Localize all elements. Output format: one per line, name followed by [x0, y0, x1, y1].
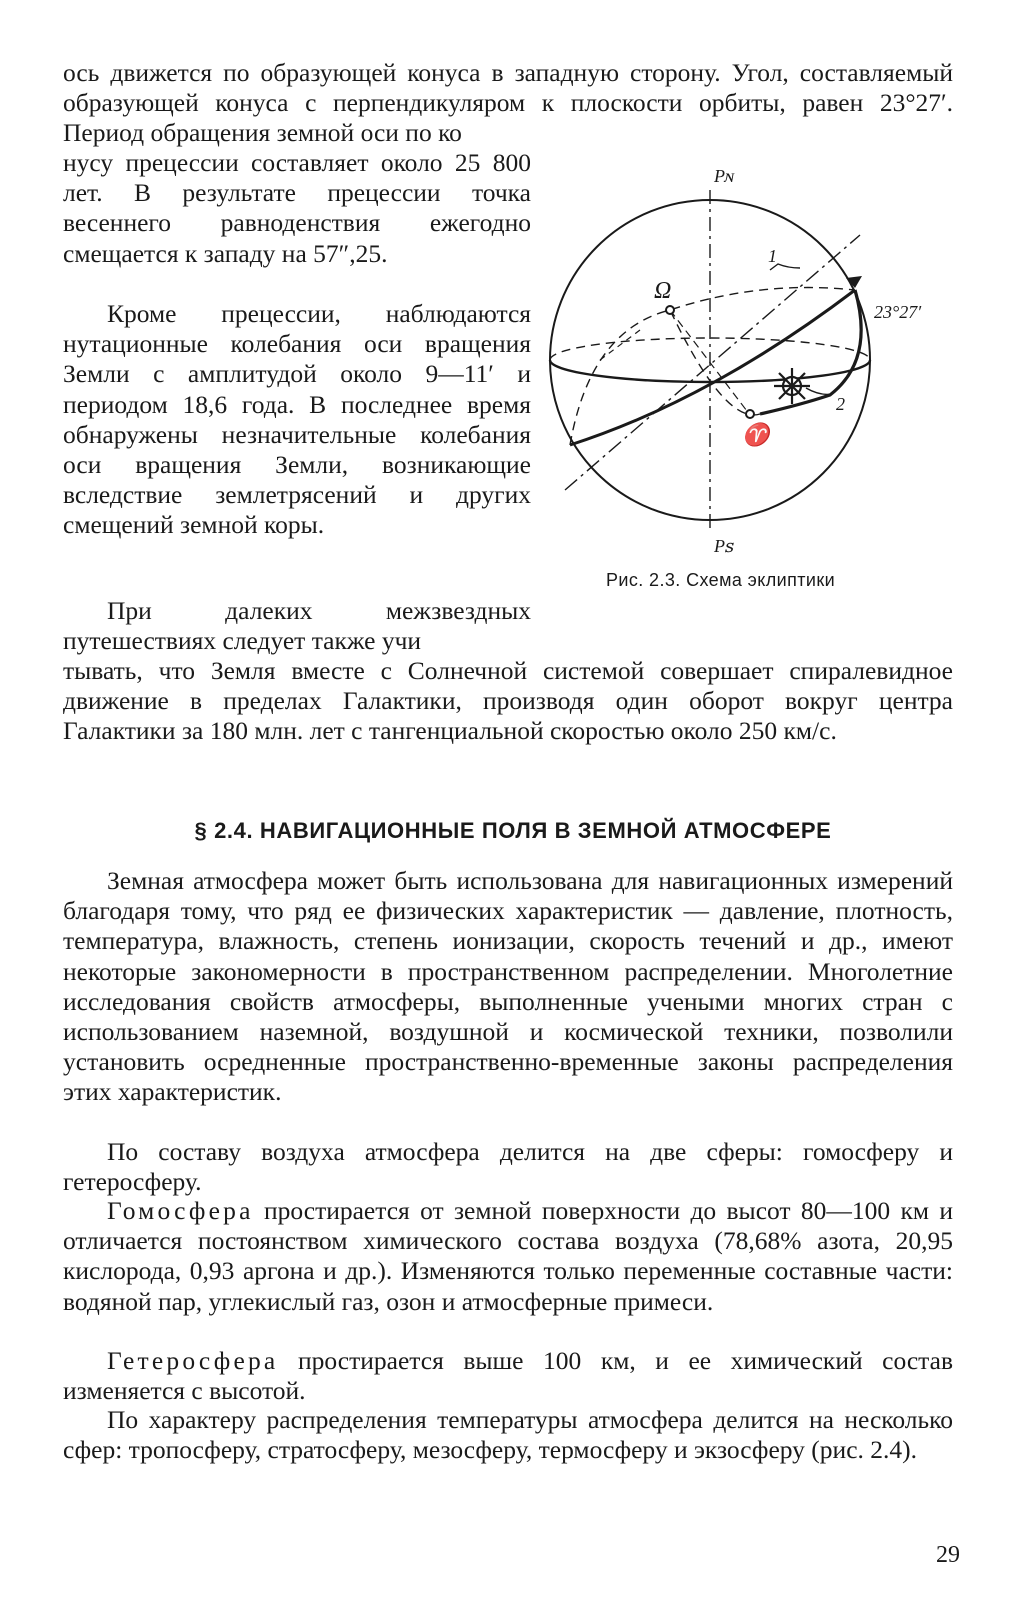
paragraph-interstellar-rest [63, 656, 953, 747]
curve-1-label: 1 [768, 246, 777, 266]
ascending-node-point [666, 306, 674, 314]
paragraph-temperature [63, 1405, 953, 1465]
paragraph-text: По составу воздуха атмосфера делится на две сферы: гомосферу и гетеросферу. [63, 1137, 953, 1197]
paragraph-text: ось движется по образующей конуса в западную сторону. Угол, составляемый образующей конуса с перпендикуляром к плоскости орбиты, равен 23°27′. Период обращения земной оси по ко [63, 58, 953, 148]
angle-label: 23°27′ [874, 302, 922, 322]
ecliptic-front [570, 290, 855, 445]
paragraph-text: При далеких межзвездных путешествиях следует также учи [63, 596, 531, 656]
paragraph-precession-cont [63, 148, 531, 269]
paragraph-text: По характеру распределения температуры атмосфера делится на несколько сфер: тропосферу, стратосферу, мезосферу, термосферу и экзосферу (рис. 2.4). [63, 1405, 953, 1465]
paragraph-text: тывать, что Земля вместе с Солнечной системой совершает спиралевидное движение в пределах Галактики, производя один оборот вокруг центра Галактики за 180 млн. лет с тангенциальной скоростью около 250 км/с. [63, 656, 953, 746]
vernal-equinox-label: ♈ [742, 422, 770, 447]
paragraph-nutation [63, 299, 531, 541]
south-pole-label: Pꜱ [714, 536, 735, 556]
paragraph-text: Земная атмосфера может быть использована для навигационных измерений благодаря тому, что ряд ее физических характеристик — давление, плотность, температура, влажность, степень ионизации, скорость течений и др., имеют некоторые закономерности в пространственном распределении. Многолетние исследования свойств атмосферы, выполненные учеными многих стран с использованием наземной, воздушной и космической техники, позволили установить осредненные пространственно-временные законы распределения этих характеристик. [63, 866, 953, 1107]
ecliptic-svg [530, 160, 950, 570]
paragraph-composition [63, 1137, 953, 1197]
ecliptic-axis [565, 235, 860, 490]
leader-2 [806, 388, 832, 394]
figure-caption: Рис. 2.3. Схема эклиптики [606, 570, 836, 590]
paragraph-text: нусу прецессии составляет около 25 800 лет. В результате прецессии точка весеннего равноденствия ежегодно смещается к западу на 57″,25. [63, 148, 531, 268]
curve-2-label: 2 [836, 394, 845, 414]
paragraph-precession-start [63, 58, 953, 149]
paragraph-text: простирается от земной поверхности до высот 80—100 км и отличается постоянством химического состава воздуха (78,68% азота, 20,95 кислорода, 0,93 аргона и др.). Изменяются только переменные составные части: водяной пар, углекислый газ, озон и атмосферные примеси. [63, 1196, 953, 1316]
paragraph-text: Кроме прецессии, наблюдаются нутационные колебания оси вращения Земли с амплитудой около 9—11′ и периодом 18,6 года. В последнее время обнаружены незначительные колебания оси вращения Земли, возникающие вследствие землетрясений и других смещений земной коры. [63, 299, 531, 540]
north-pole-label: Pɴ [714, 166, 735, 186]
paragraph-interstellar-start [63, 596, 531, 656]
section-heading: § 2.4. НАВИГАЦИОННЫЕ ПОЛЯ В ЗЕМНОЙ АТМОСФЕРЕ [194, 818, 832, 843]
ecliptic-diagram [530, 160, 950, 570]
paragraph-atmosphere-intro [63, 866, 953, 1108]
term-homosphere: Гомосфера [107, 1196, 254, 1225]
sun-icon [774, 368, 810, 404]
paragraph-heterosphere [63, 1346, 953, 1406]
page-number: 29 [936, 1542, 960, 1568]
paragraph-text: простирается выше 100 км, и ее химический состав изменяется с высотой. [63, 1346, 953, 1406]
term-heterosphere: Гетеросфера [107, 1346, 279, 1375]
guide-line [600, 330, 640, 360]
precession-path-front [760, 290, 861, 414]
paragraph-homosphere [63, 1196, 953, 1317]
vernal-equinox-point [746, 410, 754, 418]
node-label: Ω [654, 278, 672, 304]
arrow-icon [846, 276, 862, 288]
